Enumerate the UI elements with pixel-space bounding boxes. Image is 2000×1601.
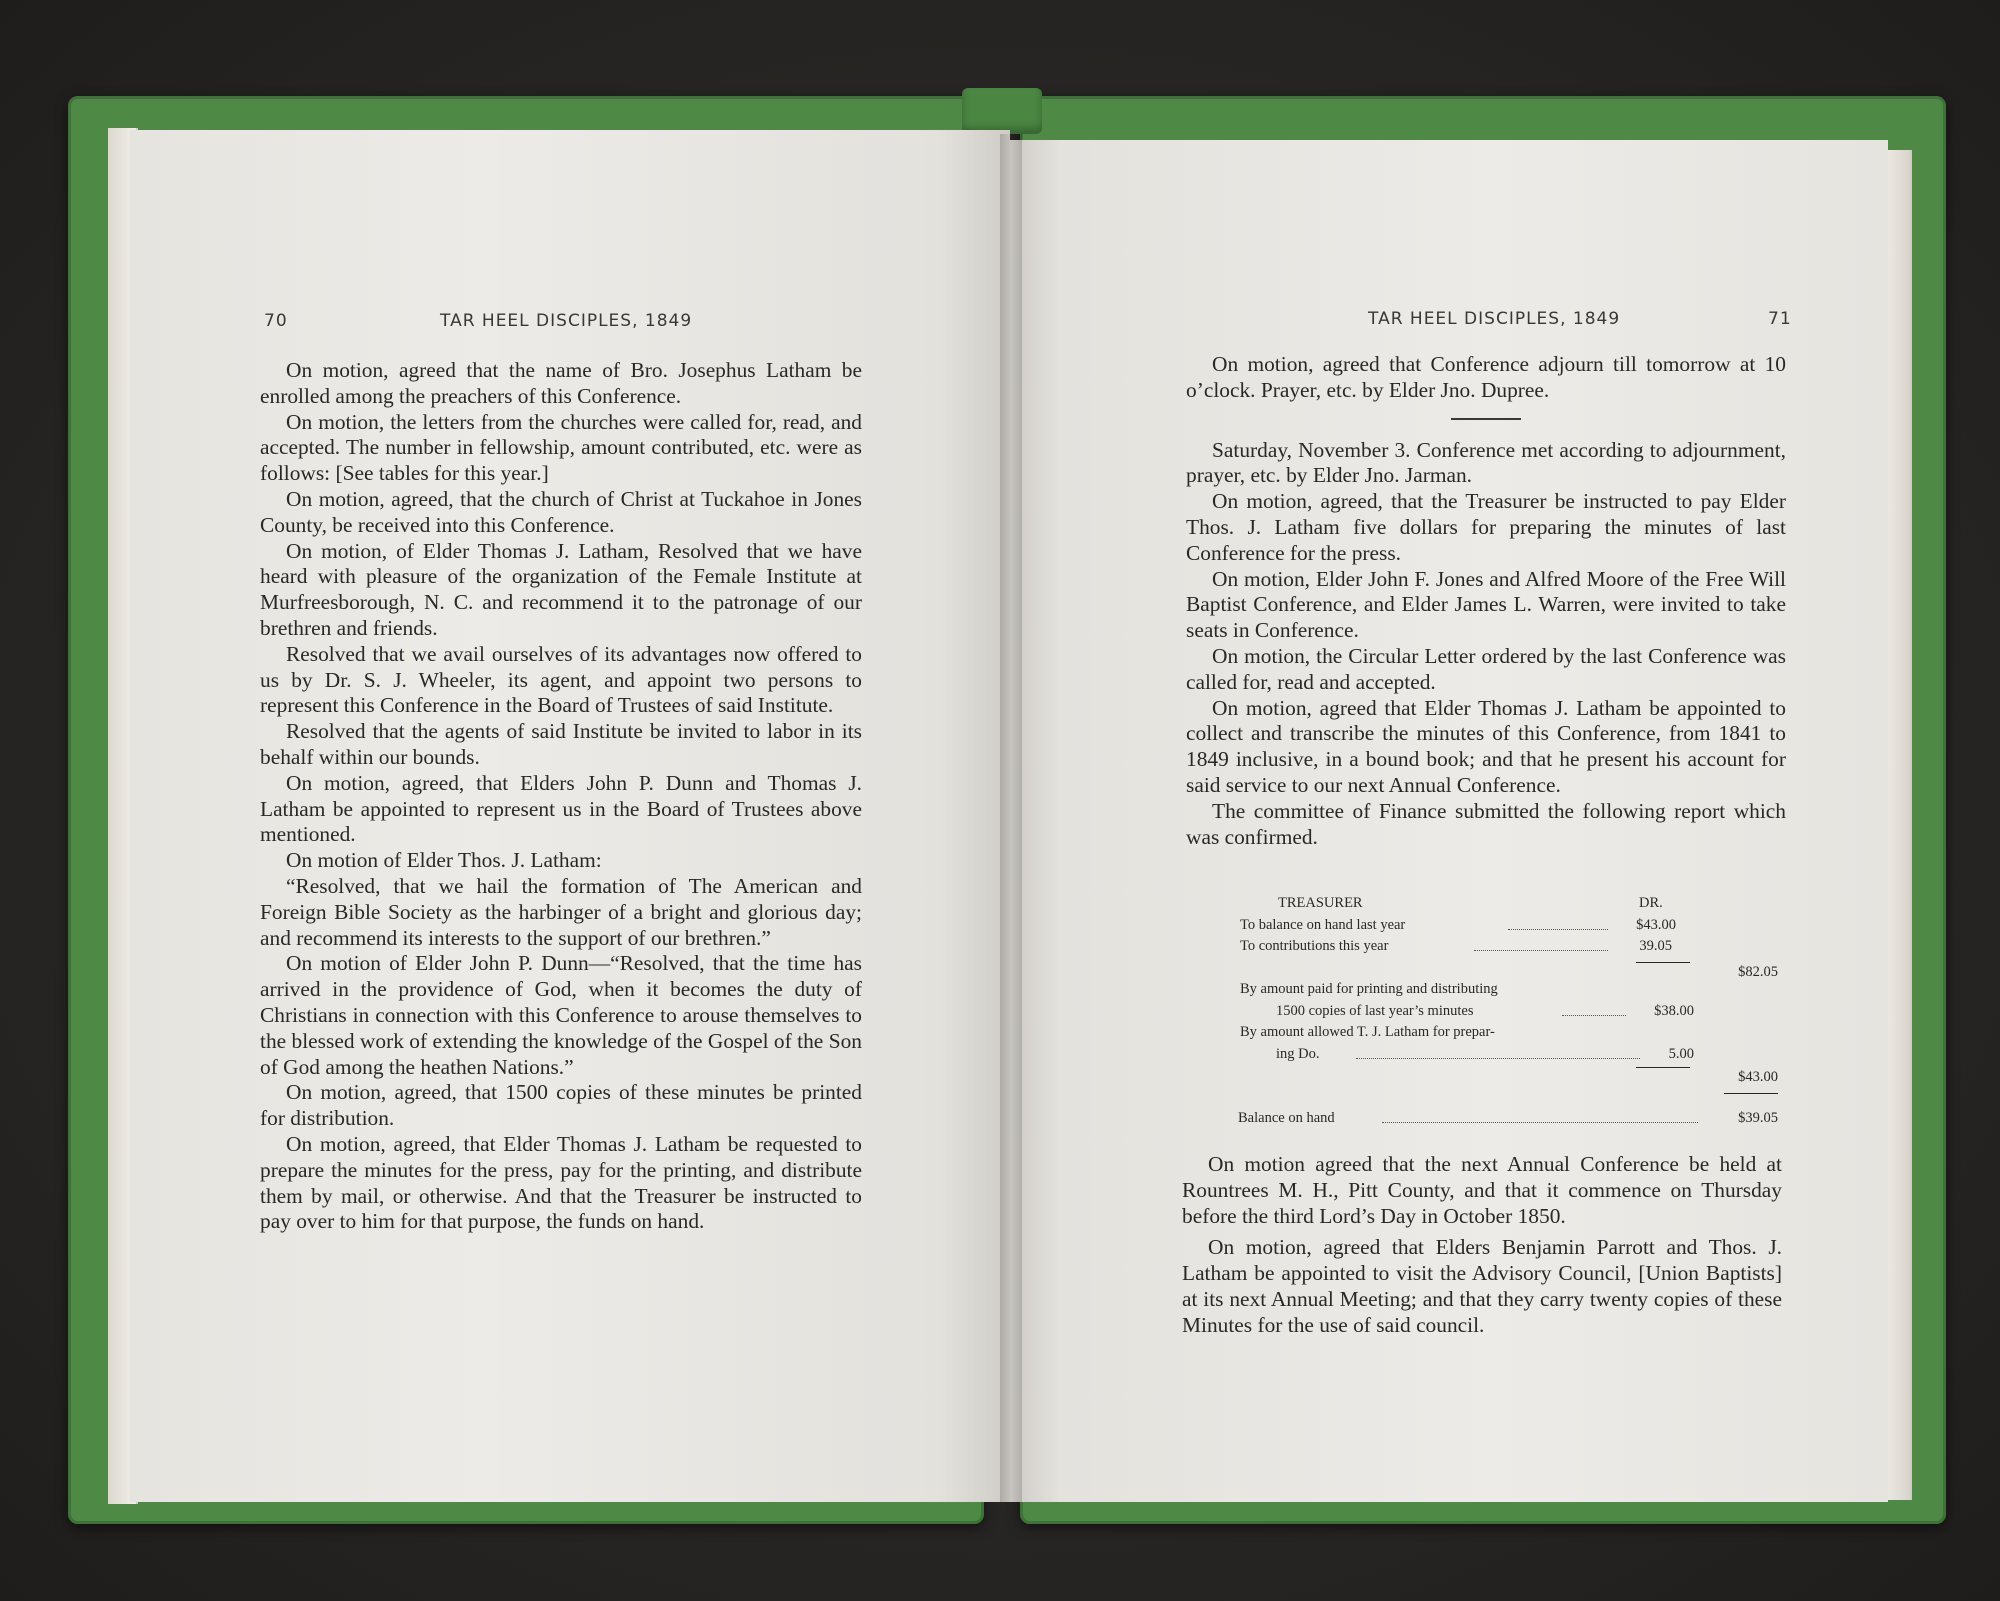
ledger-label: To contributions this year [1240, 938, 1389, 954]
paragraph: On motion agreed that the next Annual Conference be held at Rountrees M. H., Pitt County, and that it commence on Thursday before the third Lord’s Day in October 1850. [1182, 1152, 1782, 1228]
ledger-dr-label: DR. [1639, 895, 1663, 911]
paragraph: On motion, agreed that Conference adjourn till tomorrow at 10 o’clock. Prayer, etc. by Elder Jno. Dupree. [1186, 352, 1786, 402]
ledger-amount: $38.00 [1654, 1002, 1694, 1019]
left-running-head: TAR HEEL DISCIPLES, 1849 [440, 311, 693, 331]
left-page-body [260, 358, 862, 1235]
paragraph: On motion, agreed, that the Treasurer be instructed to pay Elder Thos. J. Latham five dollars for preparing the minutes of last Conference for the press. [1186, 489, 1786, 565]
paragraph: On motion, agreed that Elder Thomas J. Latham be appointed to collect and transcribe the minutes of this Conference, from 1841 to 1849 inclusive, in a bound book; and that he present his account for said service to our next Annual Conference. [1186, 695, 1786, 797]
paragraph: On motion, the Circular Letter ordered by the last Conference was called for, read and accepted. [1186, 643, 1786, 694]
paragraph: On motion, agreed, that the church of Christ at Tuckahoe in Jones County, be received into this Conference. [260, 486, 862, 537]
paragraph: On motion of Elder John P. Dunn—“Resolved, that the time has arrived in the providence of God, when it becomes the duty of Christians in connection with this Conference to arouse themselves to the blessed work of extending the knowledge of the Gospel of the Son of God among the heathen Nations.” [260, 951, 862, 1079]
paragraph: On motion, the letters from the churches were called for, read, and accepted. The number in fellowship, amount contributed, etc. were as follows: [See tables for this year.] [260, 409, 862, 486]
leader-dots [1474, 936, 1608, 951]
ledger-row [1236, 1001, 1786, 1023]
ledger-row [1236, 1087, 1786, 1109]
ledger-heading: TREASURER [1278, 895, 1363, 911]
paragraph: “Resolved, that we hail the formation of The American and Foreign Bible Society as the harbinger of a bright and glorious day; and recommend its interests to the support of our brethren.” [260, 873, 862, 950]
ledger-row [1236, 958, 1786, 980]
ledger-subtotal: $82.05 [1738, 963, 1778, 980]
leader-dots [1356, 1044, 1640, 1059]
left-page-number: 70 [264, 311, 288, 331]
expenses-rule [1636, 1067, 1690, 1068]
ledger-amount: $43.00 [1636, 916, 1676, 933]
subtotal-rule [1636, 962, 1690, 963]
ledger-row [1236, 979, 1786, 1001]
ledger-label: By amount paid for printing and distributing [1240, 981, 1498, 997]
ledger-row [1236, 915, 1786, 937]
paragraph: On motion, agreed, that 1500 copies of these minutes be printed for distribution. [260, 1080, 862, 1131]
paragraph: On motion, agreed that the name of Bro. Josephus Latham be enrolled among the preachers of this Conference. [260, 358, 862, 408]
balance-rule [1724, 1093, 1778, 1094]
paragraph: On motion, agreed that Elders Benjamin Parrott and Thos. J. Latham be appointed to visit the Advisory Council, [Union Baptists] at its next Annual Meeting; and that they carry twenty copies of these Minutes for the use of said council. [1182, 1235, 1782, 1337]
treasurer-ledger [1236, 893, 1786, 1139]
ledger-label: ing Do. [1276, 1045, 1320, 1062]
ledger-label: 1500 copies of last year’s minutes [1276, 1002, 1474, 1019]
paragraph: Resolved that we avail ourselves of its advantages now offered to us by Dr. S. J. Wheeler, its agent, and appoint two persons to represent this Conference in the Board of Trustees of said Institute. [260, 641, 862, 718]
right-page-body-bottom [1182, 1152, 1782, 1339]
paragraph: On motion, agreed, that Elder Thomas J. Latham be requested to prepare the minutes for the press, pay for the printing, and distribute them by mail, or otherwise. And that the Treasurer be instructed to pay over to him for that purpose, the funds on hand. [260, 1131, 862, 1234]
paragraph: Saturday, November 3. Conference met according to adjournment, prayer, etc. by Elder Jno. Jarman. [1186, 437, 1786, 488]
ledger-row [1236, 1022, 1786, 1044]
paragraph: On motion, of Elder Thomas J. Latham, Resolved that we have heard with pleasure of the organization of the Female Institute at Murfreesborough, N. C. and recommend it to the patronage of our brethren and friends. [260, 538, 862, 640]
ledger-amount: 39.05 [1639, 938, 1672, 954]
ledger-row [1236, 936, 1786, 958]
paragraph: On motion, Elder John F. Jones and Alfred Moore of the Free Will Baptist Conference, and Elder James L. Warren, were invited to take seats in Conference. [1186, 566, 1786, 643]
ledger-row [1236, 1065, 1786, 1087]
paragraph: On motion of Elder Thos. J. Latham: [286, 848, 602, 873]
ledger-final-balance: $39.05 [1738, 1110, 1778, 1126]
right-page-number: 71 [1768, 309, 1792, 329]
paragraph: On motion, agreed, that Elders John P. Dunn and Thomas J. Latham be appointed to represent us in the Board of Trustees above mentioned. [260, 770, 862, 847]
ledger-expenses-total: $43.00 [1738, 1069, 1778, 1085]
paragraph: The committee of Finance submitted the following report which was confirmed. [1186, 798, 1786, 849]
paragraph: Resolved that the agents of said Institute be invited to labor in its behalf within our bounds. [260, 719, 862, 769]
leader-dots [1562, 1001, 1626, 1016]
ledger-label: To balance on hand last year [1240, 916, 1406, 933]
right-page-body-top [1186, 352, 1786, 850]
book-gutter [1000, 134, 1022, 1502]
ledger-row [1236, 1108, 1786, 1130]
ledger-label: Balance on hand [1238, 1110, 1335, 1126]
ledger-label: By amount allowed T. J. Latham for prepar- [1240, 1024, 1495, 1040]
leader-dots [1382, 1108, 1698, 1123]
ledger-amount: 5.00 [1668, 1045, 1694, 1062]
section-divider [1451, 418, 1521, 420]
leader-dots [1508, 915, 1608, 930]
book-spine [962, 88, 1042, 134]
right-running-head: TAR HEEL DISCIPLES, 1849 [1368, 309, 1621, 329]
ledger-row [1236, 1044, 1786, 1066]
